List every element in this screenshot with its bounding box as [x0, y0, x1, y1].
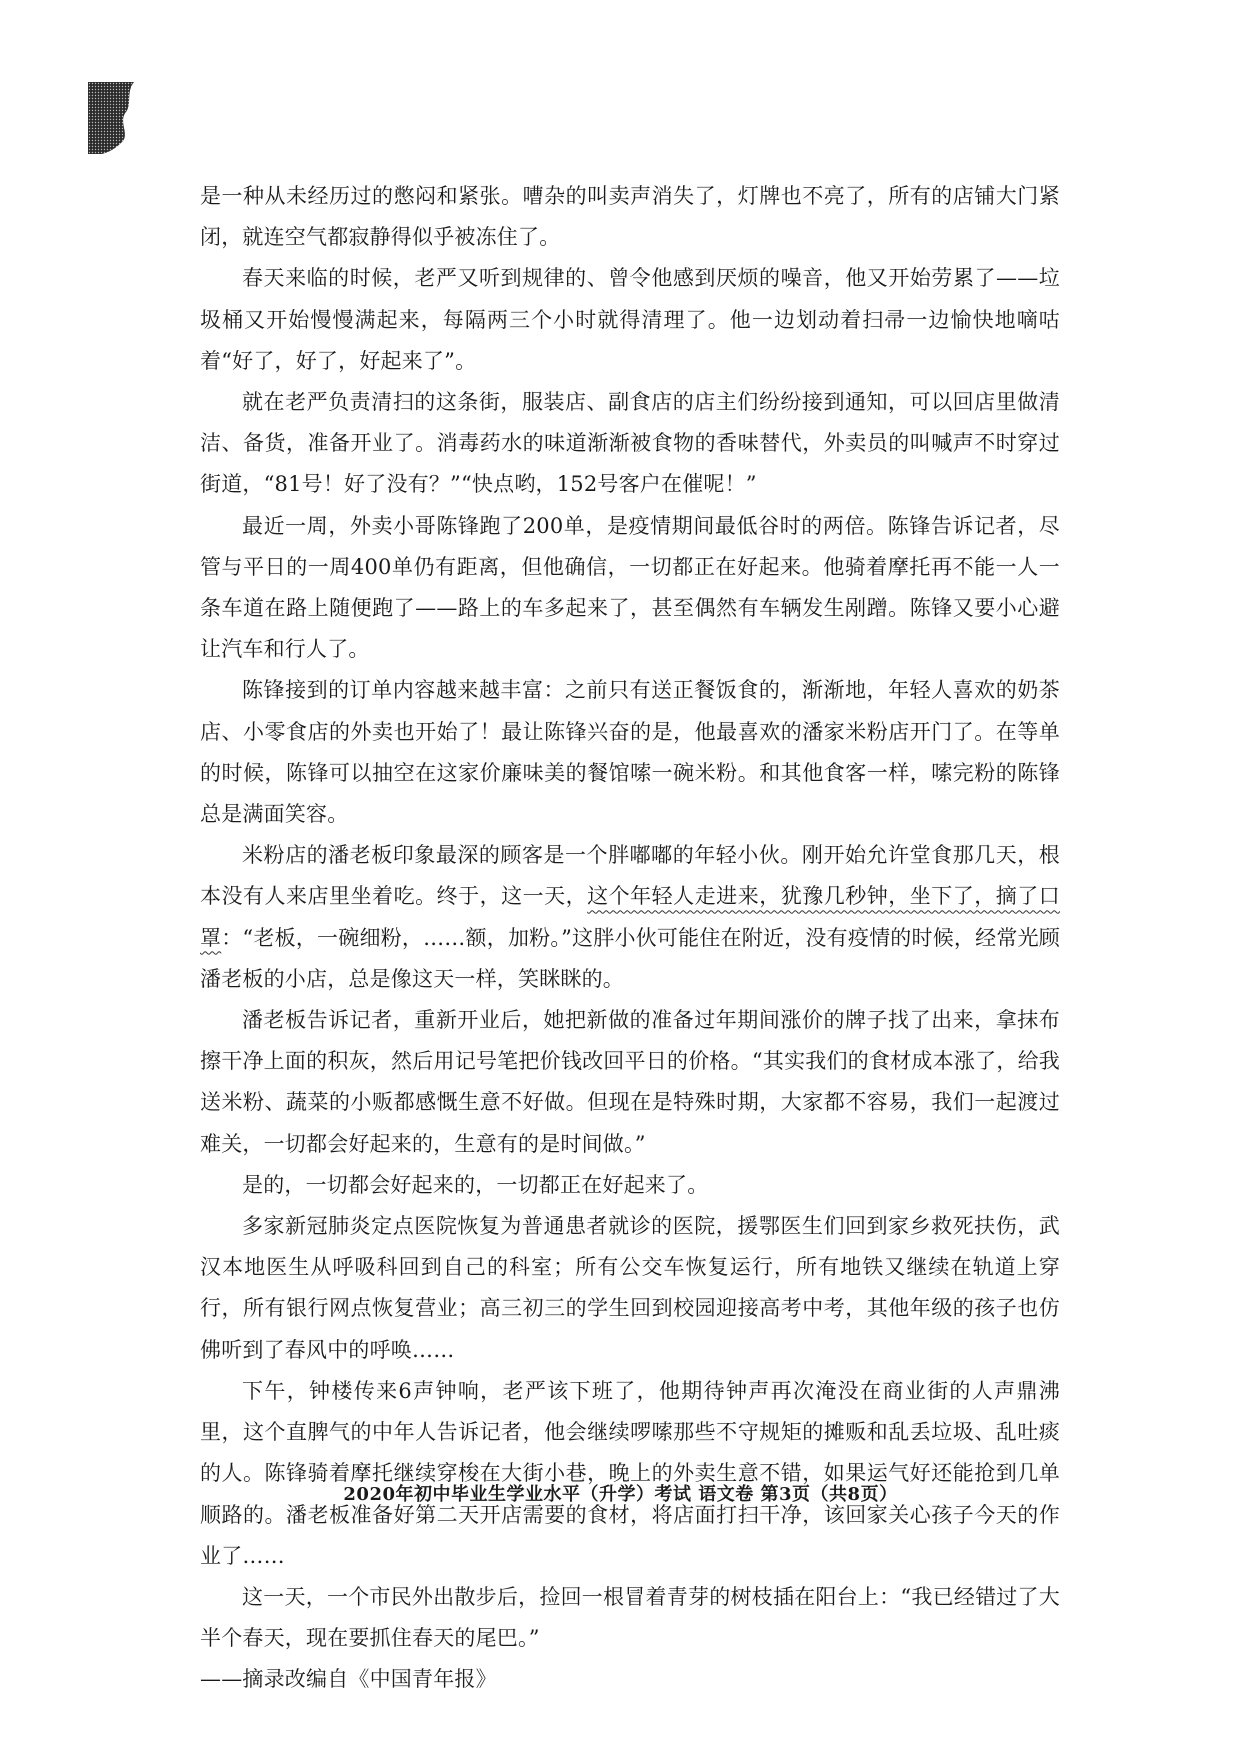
paragraph-1: 是一种从未经历过的憋闷和紧张。嘈杂的叫卖声消失了，灯牌也不亮了，所有的店铺大门紧闭，就连空气都寂静得似乎被冻住了。: [200, 184, 1060, 250]
paragraph-6: [200, 835, 1060, 1000]
page-footer: 2020年初中毕业生学业水平（升学）考试 语文卷 第3页（共8页）: [343, 1484, 898, 1505]
paragraph-5: 陈锋接到的订单内容越来越丰富：之前只有送正餐饭食的，渐渐地，年轻人喜欢的奶茶店、小零食店的外卖也开始了！最让陈锋兴奋的是，他最喜欢的潘家米粉店开门了。在等单的时候，陈锋可以抽空在这家价廉味美的餐馆嗦一碗米粉。和其他食客一样，嗦完粉的陈锋总是满面笑容。: [200, 678, 1060, 827]
article-source: ——摘录改编自《中国青年报》: [200, 1667, 497, 1692]
paragraph-6-text-after: ：“老板，一碗细粉，……额，加粉。”这胖小伙可能住在附近，没有疫情的时候，经常光顾潘老板的小店，总是像这天一样，笑眯眯的。: [200, 925, 1060, 991]
article-body: [200, 176, 1060, 1701]
paragraph-10: 下午，钟楼传来6声钟响，老严该下班了，他期待钟声再次淹没在商业街的人声鼎沸里，这个直脾气的中年人告诉记者，他会继续啰嗦那些不守规矩的摊贩和乱丢垃圾、乱吐痰的人。陈锋骑着摩托继续穿梭在大街小巷，晚上的外卖生意不错，如果运气好还能抢到几单顺路的。潘老板准备好第二天开店需要的食材，将店面打扫干净，该回家关心孩子今天的作业了……: [200, 1378, 1060, 1568]
paragraph-3: 就在老严负责清扫的这条街，服装店、副食店的店主们纷纷接到通知，可以回店里做清洁、备货，准备开业了。消毒药水的味道渐渐被食物的香味替代，外卖员的叫喊声不时穿过街道，“81号！好了没有？”“快点哟，152号客户在催呢！”: [200, 390, 1060, 497]
paragraph-11: 这一天，一个市民外出散步后，捡回一根冒着青芽的树枝插在阳台上：“我已经错过了大半个春天，现在要抓住春天的尾巴。”: [200, 1584, 1060, 1651]
paragraph-9: 多家新冠肺炎定点医院恢复为普通患者就诊的医院，援鄂医生们回到家乡救死扶伤，武汉本地医生从呼吸科回到自己的科室；所有公交车恢复运行，所有地铁又继续在轨道上穿行，所有银行网点恢复营业；高三初三的学生回到校园迎接高考中考，其他年级的孩子也仿佛听到了春风中的呼唤……: [200, 1214, 1060, 1362]
paragraph-4: 最近一周，外卖小哥陈锋跑了200单，是疫情期间最低谷时的两倍。陈锋告诉记者，尽管与平日的一周400单仍有距离，但他确信，一切都正在好起来。他骑着摩托再不能一人一条车道在路上随便跑了——路上的车多起来了，甚至偶然有车辆发生剐蹭。陈锋又要小心避让汽车和行人了。: [200, 513, 1060, 662]
binding-corner-mark: [88, 82, 138, 154]
paragraph-8: 是的，一切都会好起来的，一切都正在好起来了。: [242, 1172, 709, 1197]
wavy-underlined-sentence: 这个年轻人走进来，犹豫几秒钟，坐下了，摘了口罩: [200, 884, 1060, 950]
paragraph-2: 春天来临的时候，老严又听到规律的、曾令他感到厌烦的噪音，他又开始劳累了——垃圾桶又开始慢慢满起来，每隔两三个小时就得清理了。他一边划动着扫帚一边愉快地嘀咕着“好了，好了，好起来了”。: [200, 266, 1060, 373]
paragraph-6-text-before: 米粉店的潘老板印象最深的顾客是一个胖嘟嘟的年轻小伙。刚开始允许堂食那几天，根本没有人来店里坐着吃。终于，这一天，: [200, 843, 1060, 909]
paragraph-7: 潘老板告诉记者，重新开业后，她把新做的准备过年期间涨价的牌子找了出来，拿抹布擦干净上面的积灰，然后用记号笔把价钱改回平日的价格。“其实我们的食材成本涨了，给我送米粉、蔬菜的小贩都感慨生意不好做。但现在是特殊时期，大家都不容易，我们一起渡过难关，一切都会好起来的，生意有的是时间做。”: [200, 1008, 1060, 1156]
